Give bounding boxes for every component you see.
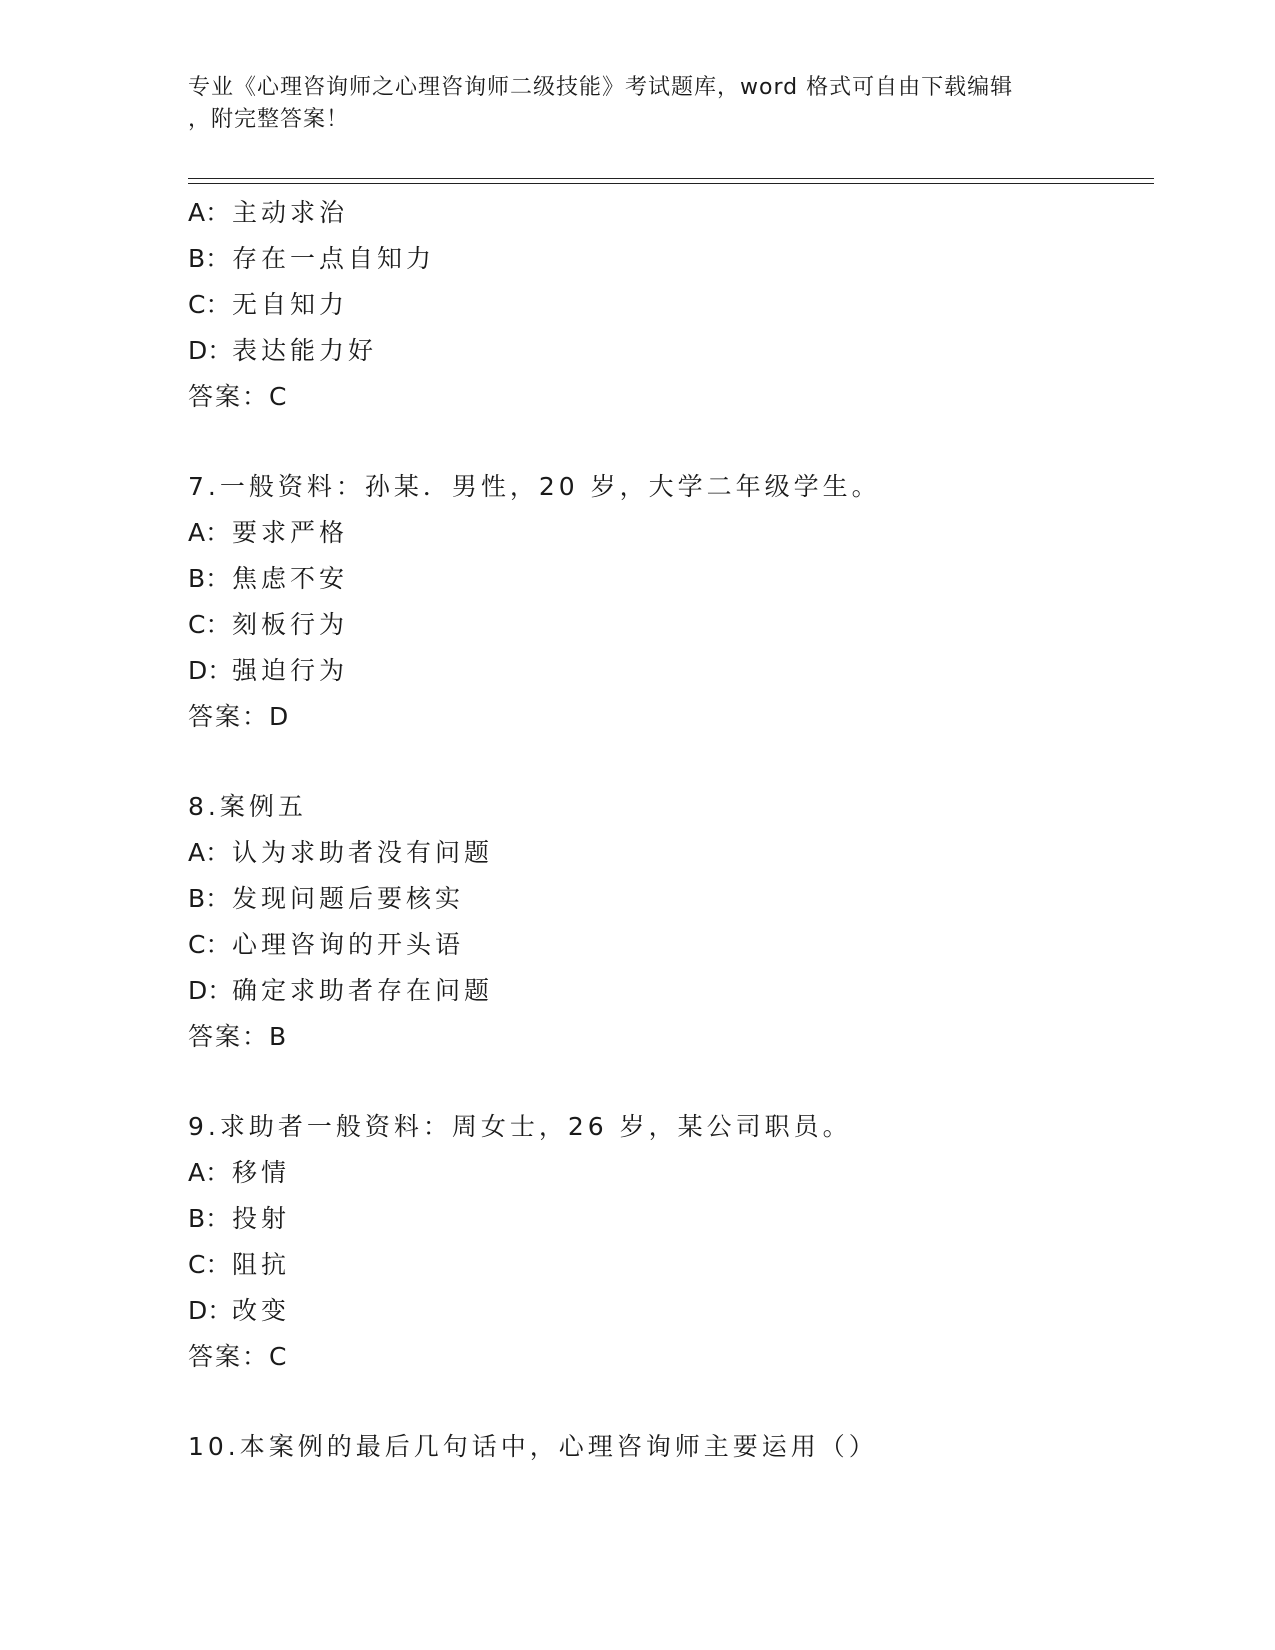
question-list bbox=[188, 190, 1154, 1470]
spacer bbox=[188, 420, 1154, 464]
option-text: 主动求治 bbox=[232, 198, 349, 227]
header-title-line-2: ，附完整答案！ bbox=[188, 107, 350, 132]
option-c: C：刻板行为 bbox=[188, 610, 349, 639]
header-divider-top bbox=[188, 178, 1154, 179]
spacer bbox=[188, 1380, 1154, 1424]
option-c: C：阻抗 bbox=[188, 1250, 291, 1279]
answer-line: 答案：B bbox=[188, 1022, 289, 1051]
option-text: 阻抗 bbox=[232, 1250, 291, 1279]
option-d: D：改变 bbox=[188, 1296, 291, 1325]
option-text: 移情 bbox=[232, 1158, 291, 1187]
option-b: B：发现问题后要核实 bbox=[188, 884, 465, 913]
document-header bbox=[188, 72, 1088, 136]
option-a: A：移情 bbox=[188, 1158, 291, 1187]
option-text: 发现问题后要核实 bbox=[232, 884, 465, 913]
question-text: 9.求助者一般资料：周女士，26 岁，某公司职员。 bbox=[188, 1112, 852, 1141]
option-text: 表达能力好 bbox=[232, 336, 378, 365]
option-c: C：心理咨询的开头语 bbox=[188, 930, 465, 959]
answer-line: 答案：C bbox=[188, 1342, 289, 1371]
spacer bbox=[188, 740, 1154, 784]
header-divider-bottom bbox=[188, 183, 1154, 184]
answer-line: 答案：D bbox=[188, 702, 291, 731]
option-text: 改变 bbox=[232, 1296, 291, 1325]
question-text: 10.本案例的最后几句话中，心理咨询师主要运用（） bbox=[188, 1432, 878, 1461]
option-d: D：确定求助者存在问题 bbox=[188, 976, 494, 1005]
option-text: 心理咨询的开头语 bbox=[232, 930, 465, 959]
question-block bbox=[188, 1424, 1154, 1470]
option-b: B：存在一点自知力 bbox=[188, 244, 436, 273]
option-b: B：焦虑不安 bbox=[188, 564, 349, 593]
option-text: 强迫行为 bbox=[232, 656, 349, 685]
question-text: 7.一般资料：孙某．男性，20 岁，大学二年级学生。 bbox=[188, 472, 881, 501]
option-text: 要求严格 bbox=[232, 518, 349, 547]
question-block bbox=[188, 1104, 1154, 1380]
option-text: 确定求助者存在问题 bbox=[232, 976, 494, 1005]
option-a: A：主动求治 bbox=[188, 198, 349, 227]
option-text: 焦虑不安 bbox=[232, 564, 349, 593]
option-text: 认为求助者没有问题 bbox=[232, 838, 494, 867]
option-d: D：表达能力好 bbox=[188, 336, 378, 365]
question-block bbox=[188, 190, 1154, 420]
question-text: 8.案例五 bbox=[188, 792, 307, 821]
option-text: 刻板行为 bbox=[232, 610, 349, 639]
option-text: 投射 bbox=[232, 1204, 291, 1233]
header-title-line-1: 专业《心理咨询师之心理咨询师二级技能》考试题库，word 格式可自由下载编辑 bbox=[188, 75, 1014, 100]
option-text: 存在一点自知力 bbox=[232, 244, 436, 273]
answer-line: 答案：C bbox=[188, 382, 289, 411]
option-a: A：要求严格 bbox=[188, 518, 349, 547]
option-b: B：投射 bbox=[188, 1204, 291, 1233]
spacer bbox=[188, 1060, 1154, 1104]
option-d: D：强迫行为 bbox=[188, 656, 349, 685]
question-block bbox=[188, 784, 1154, 1060]
question-block bbox=[188, 464, 1154, 740]
option-a: A：认为求助者没有问题 bbox=[188, 838, 494, 867]
option-text: 无自知力 bbox=[232, 290, 349, 319]
option-c: C：无自知力 bbox=[188, 290, 349, 319]
